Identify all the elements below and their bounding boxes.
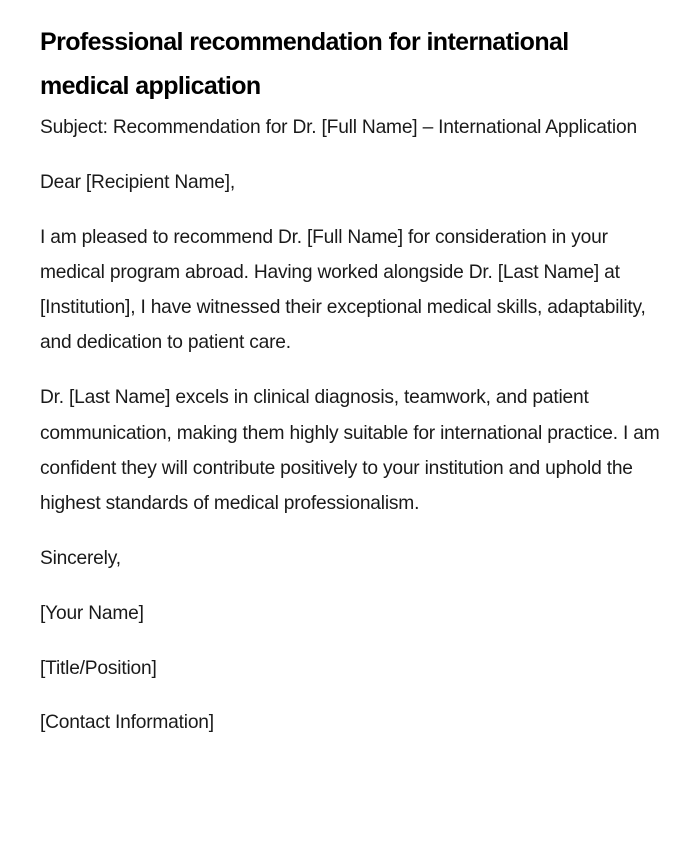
body-paragraph-1: I am pleased to recommend Dr. [Full Name] for consideration in your medical program abroad. Having worked alongside Dr. [Last Name] at [Institution], I have witnessed their exceptional medical skills, adaptability, and dedication to patient care. — [40, 226, 646, 354]
signature-name: [Your Name] — [40, 602, 144, 624]
body-paragraph-2: Dr. [Last Name] excels in clinical diagnosis, teamwork, and patient communication, making them highly suitable for international practice. I am confident they will contribute positively to your institution and uphold the highest standards of medical professionalism. — [40, 387, 660, 515]
closing: Sincerely, — [40, 547, 121, 569]
salutation: Dear [Recipient Name], — [40, 171, 236, 193]
signature-title: [Title/Position] — [40, 657, 157, 679]
subject-line: Subject: Recommendation for Dr. [Full Name] – International Application — [40, 117, 637, 138]
signature-contact: [Contact Information] — [40, 712, 214, 734]
document-title: Professional recommendation for international medical application — [40, 28, 569, 100]
